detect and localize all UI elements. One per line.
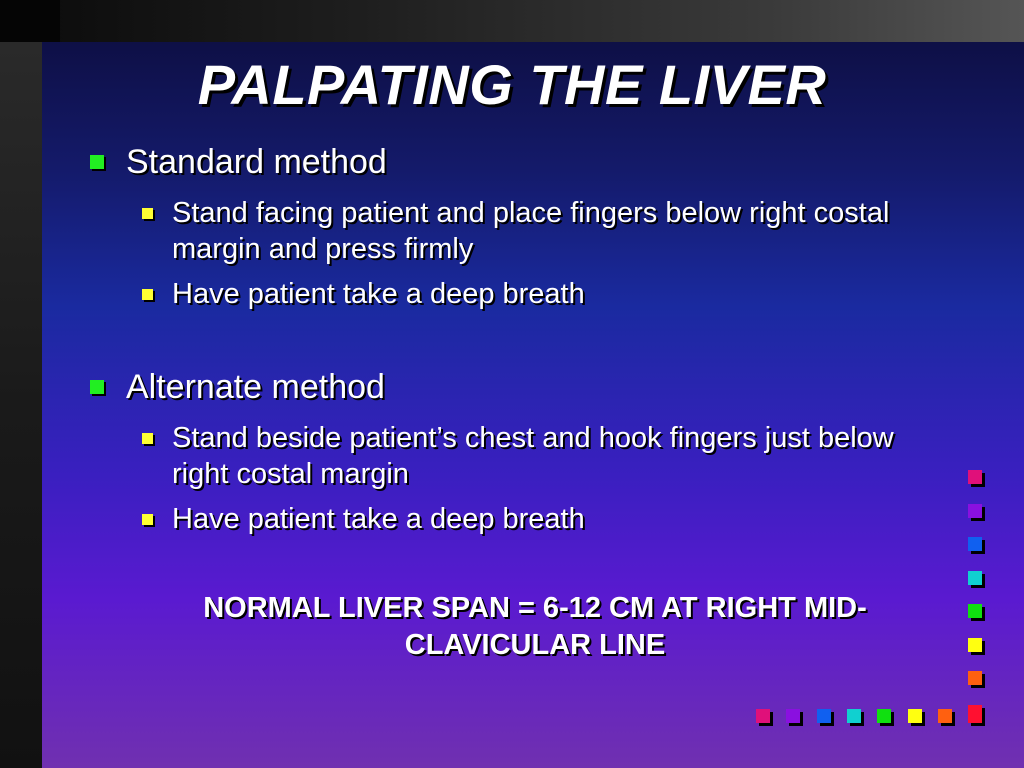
list-item-text: Have patient take a deep breath: [172, 503, 585, 535]
decorative-square-horizontal: [938, 709, 952, 723]
square-bullet-icon: [90, 155, 104, 169]
decorative-square-vertical: [968, 638, 982, 652]
left-frame-bar: [0, 42, 42, 768]
decorative-square-vertical: [968, 571, 982, 585]
decorative-square-vertical: [968, 470, 982, 484]
decorative-square-horizontal: [908, 709, 922, 723]
liver-span-note: NORMAL LIVER SPAN = 6-12 CM AT RIGHT MID-CLAVICULAR LINE: [203, 592, 867, 661]
section-heading-text: Standard method: [126, 143, 387, 181]
square-bullet-icon: [142, 289, 153, 300]
decorative-square-horizontal: [786, 709, 800, 723]
list-item-text: Stand facing patient and place fingers below right costal margin and press firmly: [172, 197, 890, 265]
decorative-square-horizontal: [756, 709, 770, 723]
list-item-text: Have patient take a deep breath: [172, 278, 585, 310]
top-frame-bar: [0, 0, 1024, 42]
square-bullet-icon: [142, 433, 153, 444]
decorative-square-vertical: [968, 604, 982, 618]
decorative-square-horizontal: [877, 709, 891, 723]
list-item-text: Stand beside patient’s chest and hook fingers just below right costal margin: [172, 422, 894, 490]
square-bullet-icon: [90, 380, 104, 394]
decorative-square-vertical: [968, 504, 982, 518]
square-bullet-icon: [142, 514, 153, 525]
top-frame-corner: [0, 0, 60, 42]
square-bullet-icon: [142, 208, 153, 219]
decorative-square-vertical: [968, 537, 982, 551]
decorative-square-horizontal: [847, 709, 861, 723]
slide-title: PALPATING THE LIVER: [197, 53, 827, 116]
decorative-square-horizontal: [968, 709, 982, 723]
decorative-square-vertical: [968, 671, 982, 685]
section-heading-text: Alternate method: [126, 368, 385, 406]
decorative-square-horizontal: [817, 709, 831, 723]
